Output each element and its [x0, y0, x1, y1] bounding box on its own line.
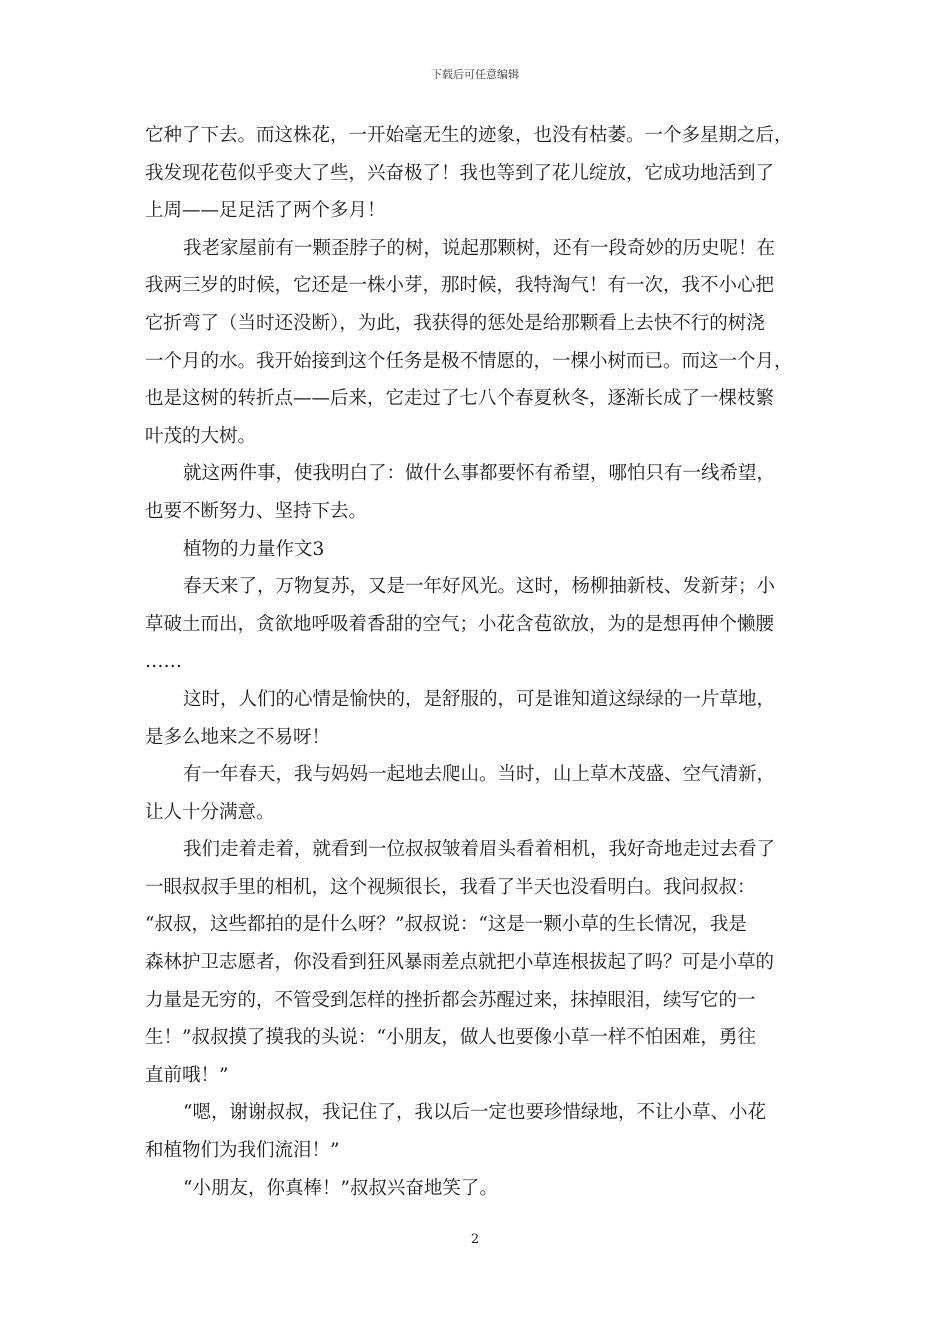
paragraph-line: 一个月的水。我开始接到这个任务是极不情愿的，一棵小树而已。而这一个月， — [145, 350, 793, 372]
paragraph — [145, 455, 811, 530]
page-header: 下载后可任意编辑 — [431, 68, 519, 81]
paragraph-line: 春天来了，万物复苏，又是一年好风光。这时，杨柳抽新枝、发新芽；小 — [183, 576, 776, 598]
paragraph — [145, 531, 811, 569]
paragraph-line: “叔叔，这些都拍的是什么呀？”叔叔说：“这是一颗小草的生长情况，我是 — [145, 914, 747, 936]
paragraph-line: 是多么地来之不易呀！ — [145, 726, 331, 748]
paragraph-line: 我们走着走着，就看到一位叔叔皱着眉头看着相机，我好奇地走过去看了 — [183, 839, 776, 861]
paragraph-line: 和植物们为我们流泪！” — [145, 1140, 340, 1162]
paragraph-line: 它折弯了（当时还没断），为此，我获得的惩处是给那颗看上去快不行的树浇 — [145, 312, 765, 334]
paragraph-line: 叶茂的大树。 — [145, 425, 257, 447]
paragraph-line: 我两三岁的时候，它还是一株小芽，那时候，我特淘气！有一次，我不小心把 — [145, 275, 775, 297]
paragraph — [145, 117, 811, 230]
paragraph-line: 植物的力量作文3 — [183, 538, 325, 560]
paragraph-line: 有一年春天，我与妈妈一起地去爬山。当时，山上草木茂盛、空气清新， — [183, 764, 776, 786]
page-number: 2 — [470, 1232, 480, 1247]
paragraph-line: 我老家屋前有一颗歪脖子的树，说起那颗树，还有一段奇妙的历史呢！在 — [183, 237, 776, 259]
paragraph — [145, 1170, 811, 1208]
paragraph-line: 力量是无穷的，不管受到怎样的挫折都会苏醒过来，抹掉眼泪，续写它的一 — [145, 989, 756, 1011]
paragraph-line: 草破土而出，贪欲地呼吸着香甜的空气；小花含苞欲放，为的是想再伸个懒腰 — [145, 613, 775, 635]
paragraph-line: “嗯，谢谢叔叔，我记住了，我以后一定也要珍惜绿地，不让小草、小花 — [183, 1102, 766, 1124]
paragraph-line: 它种了下去。而这株花，一开始毫无生的迹象，也没有枯萎。一个多星期之后， — [145, 125, 793, 146]
paragraph — [145, 1094, 811, 1169]
paragraph-line: 也要不断努力、坚持下去。 — [145, 500, 368, 522]
paragraph — [145, 230, 811, 456]
paragraph-line: “小朋友，你真棒！”叔叔兴奋地笑了。 — [183, 1177, 498, 1199]
paragraph — [145, 681, 811, 756]
paragraph-line: 一眼叔叔手里的相机，这个视频很长，我看了半天也没看明白。我问叔叔： — [145, 876, 756, 898]
paragraph — [145, 831, 811, 1094]
paragraph-line: 直前哦！” — [145, 1064, 229, 1086]
document-body — [145, 117, 811, 1207]
paragraph-line: 上周——足足活了两个多月！ — [145, 200, 386, 222]
paragraph-line: 也是这树的转折点——后来，它走过了七八个春夏秋冬，逐渐长成了一棵枝繁 — [145, 388, 775, 410]
paragraph-line: 这时，人们的心情是愉快的，是舒服的，可是谁知道这绿绿的一片草地， — [183, 688, 776, 710]
paragraph-line: 森林护卫志愿者，你没看到狂风暴雨差点就把小草连根拔起了吗？可是小草的 — [145, 952, 775, 974]
paragraph-line: 生！”叔叔摸了摸我的头说：“小朋友，做人也要像小草一样不怕困难，勇往 — [145, 1027, 756, 1049]
paragraph-line: 就这两件事，使我明白了：做什么事都要怀有希望，哪怕只有一线希望， — [183, 463, 776, 485]
paragraph-line: …… — [145, 651, 182, 673]
paragraph — [145, 756, 811, 831]
paragraph-line: 让人十分满意。 — [145, 801, 275, 823]
paragraph — [145, 568, 811, 681]
paragraph-line: 我发现花苞似乎变大了些，兴奋极了！我也等到了花儿绽放，它成功地活到了 — [145, 162, 775, 184]
